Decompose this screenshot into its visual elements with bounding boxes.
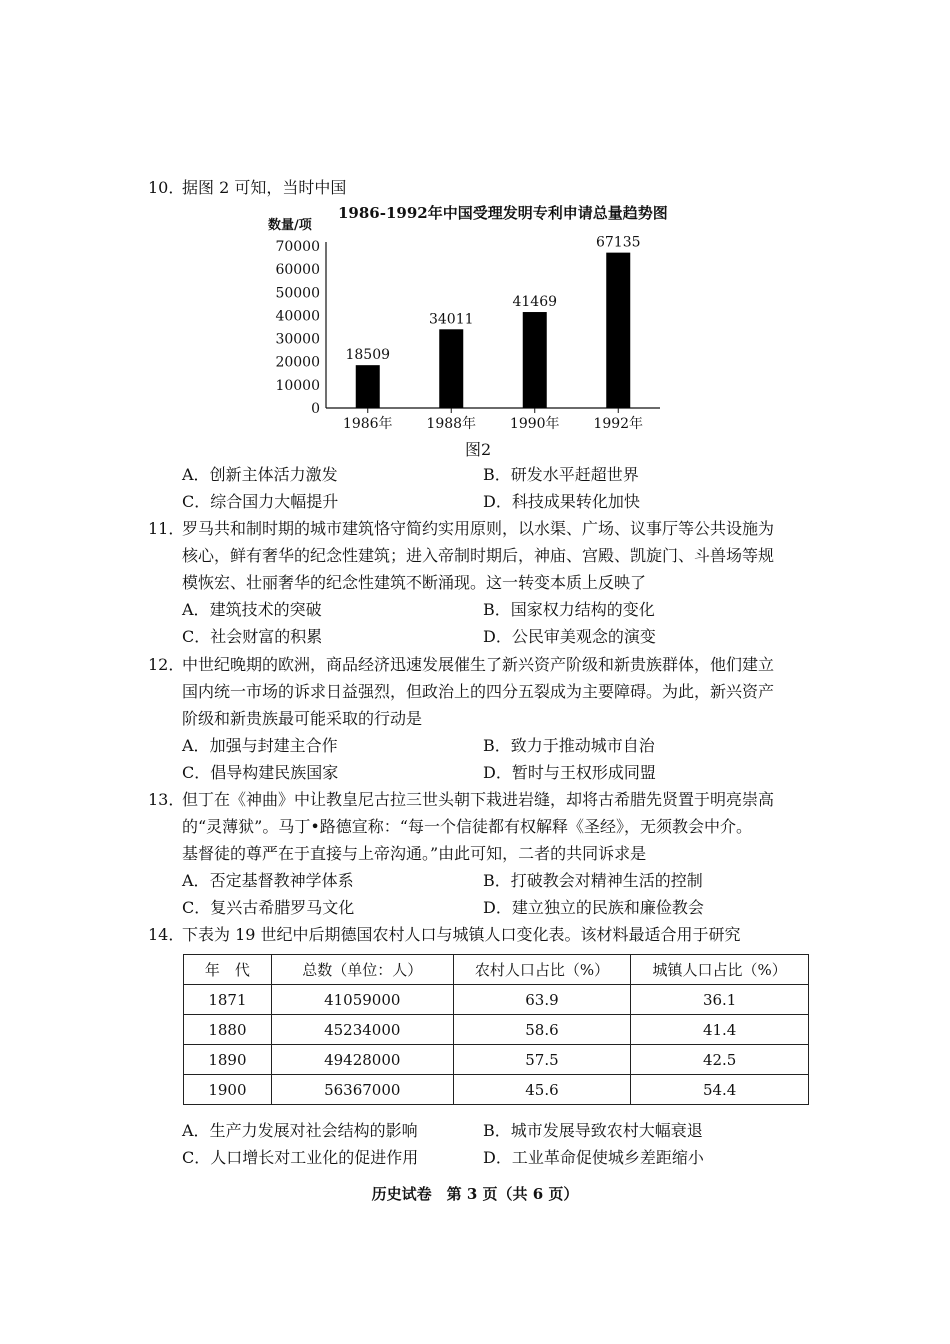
q14-option-d[interactable] xyxy=(483,1144,704,1171)
option-label: B． xyxy=(483,1121,511,1140)
q10-option-d[interactable] xyxy=(483,488,640,515)
y-tick-label: 30000 xyxy=(275,331,320,348)
q13-line-2: 的“灵薄狱”。马丁•路德宣称：“每一个信徒都有权解释《圣经》，无须教会中介。 xyxy=(182,817,752,836)
option-text: 生产力发展对社会结构的影响 xyxy=(209,1121,418,1140)
option-text: 科技成果转化加快 xyxy=(511,492,640,511)
option-label: A． xyxy=(182,1121,210,1140)
option-label: A． xyxy=(182,600,210,619)
x-tick-label: 1988年 xyxy=(426,416,477,432)
option-label: C． xyxy=(182,627,211,646)
x-tick-label: 1990年 xyxy=(509,416,560,432)
q10-stem: 据图 2 可知，当时中国 xyxy=(182,178,347,197)
y-tick-label: 50000 xyxy=(275,285,320,302)
option-text: 加强与封建主合作 xyxy=(209,736,338,755)
bar-value-label: 18509 xyxy=(345,347,391,364)
y-tick-label: 70000 xyxy=(275,239,320,255)
option-text: 建立独立的民族和廉俭教会 xyxy=(511,898,704,917)
q14-option-a[interactable] xyxy=(182,1117,418,1144)
bar xyxy=(439,329,463,408)
table-cell: 1871 xyxy=(184,985,272,1015)
q12-text-1: 中世纪晚期的欧洲，商品经济迅速发展催生了新兴资产阶级和新贵族群体，他们建立 xyxy=(182,655,775,674)
table-cell: 57.5 xyxy=(453,1045,631,1075)
chart-ylabel: 数量/项 xyxy=(268,218,312,233)
bar xyxy=(356,365,380,408)
table-cell: 49428000 xyxy=(271,1045,453,1075)
option-text: 打破教会对精神生活的控制 xyxy=(510,871,703,890)
x-tick-label: 1986年 xyxy=(342,416,393,432)
q11-line-1 xyxy=(148,515,774,542)
table-header-cell: 年 代 xyxy=(184,955,272,985)
q13-option-a[interactable] xyxy=(182,867,354,894)
table-cell: 45.6 xyxy=(453,1075,631,1105)
table-header-cell: 城镇人口占比（%） xyxy=(631,955,809,985)
table-cell: 1880 xyxy=(184,1015,272,1045)
table-row xyxy=(184,1045,809,1075)
table-header-cell: 总数（单位：人） xyxy=(271,955,453,985)
option-label: C． xyxy=(182,1148,211,1167)
option-text: 城市发展导致农村大幅衰退 xyxy=(510,1121,703,1140)
q13-option-c[interactable] xyxy=(182,894,354,921)
population-table xyxy=(183,954,809,1105)
chart-plot xyxy=(250,230,670,440)
q11-line-3: 模恢宏、壮丽奢华的纪念性建筑不断涌现。这一转变本质上反映了 xyxy=(182,573,647,592)
option-label: C． xyxy=(182,763,211,782)
option-label: B． xyxy=(483,465,511,484)
page-footer: 历史试卷 第 3 页（共 6 页） xyxy=(371,1185,579,1203)
option-text: 创新主体活力激发 xyxy=(209,465,338,484)
q11-number: 11． xyxy=(148,519,185,538)
q12-line-3: 阶级和新贵族最可能采取的行动是 xyxy=(182,709,423,728)
q14-stem-line xyxy=(148,921,741,948)
q13-number: 13． xyxy=(148,790,185,809)
option-label: D． xyxy=(483,627,512,646)
q14-number: 14． xyxy=(148,925,185,944)
option-label: D． xyxy=(483,492,512,511)
q13-line-3: 基督徒的尊严在于直接与上帝沟通。”由此可知，二者的共同诉求是 xyxy=(182,844,647,863)
chart-title: 1986-1992年中国受理发明专利申请总量趋势图 xyxy=(338,204,668,222)
option-text: 社会财富的积累 xyxy=(210,627,323,646)
option-label: D． xyxy=(483,763,512,782)
q12-line-2: 国内统一市场的诉求日益强烈，但政治上的四分五裂成为主要障碍。为此，新兴资产 xyxy=(182,682,775,701)
option-label: A． xyxy=(182,871,210,890)
q12-line-1 xyxy=(148,651,774,678)
chart-caption: 图2 xyxy=(465,440,492,459)
q10-stem-line xyxy=(148,174,346,201)
bar-value-label: 41469 xyxy=(512,294,558,311)
q11-option-a[interactable] xyxy=(182,596,322,623)
table-cell: 45234000 xyxy=(271,1015,453,1045)
y-tick-label: 20000 xyxy=(275,354,320,371)
option-label: A． xyxy=(182,736,210,755)
bar-value-label: 34011 xyxy=(428,311,474,328)
q11-option-c[interactable] xyxy=(182,623,322,650)
table-cell: 42.5 xyxy=(631,1045,809,1075)
option-text: 否定基督教神学体系 xyxy=(209,871,354,890)
option-label: B． xyxy=(483,600,511,619)
q13-option-b[interactable] xyxy=(483,867,703,894)
option-label: A． xyxy=(182,465,210,484)
q10-option-c[interactable] xyxy=(182,488,338,515)
option-label: B． xyxy=(483,736,511,755)
option-label: D． xyxy=(483,898,512,917)
bar xyxy=(606,253,630,408)
table-cell: 54.4 xyxy=(631,1075,809,1105)
option-text: 国家权力结构的变化 xyxy=(510,600,655,619)
table-cell: 58.6 xyxy=(453,1015,631,1045)
y-tick-label: 0 xyxy=(311,401,320,417)
q14-option-b[interactable] xyxy=(483,1117,703,1144)
option-text: 工业革命促使城乡差距缩小 xyxy=(511,1148,704,1167)
q14-option-c[interactable] xyxy=(182,1144,418,1171)
table-cell: 41059000 xyxy=(271,985,453,1015)
q10-option-b[interactable] xyxy=(483,461,639,488)
table-row xyxy=(184,1075,809,1105)
bar xyxy=(523,312,547,408)
q11-option-d[interactable] xyxy=(483,623,656,650)
table-cell: 63.9 xyxy=(453,985,631,1015)
option-text: 倡导构建民族国家 xyxy=(210,763,339,782)
q12-number: 12． xyxy=(148,655,185,674)
option-text: 复兴古希腊罗马文化 xyxy=(210,898,355,917)
table-cell: 1900 xyxy=(184,1075,272,1105)
table-row xyxy=(184,1015,809,1045)
bar-value-label: 67135 xyxy=(595,234,641,251)
table-header-row xyxy=(184,955,809,985)
option-text: 公民审美观念的演变 xyxy=(511,627,656,646)
option-text: 人口增长对工业化的促进作用 xyxy=(210,1148,419,1167)
option-text: 研发水平赶超世界 xyxy=(510,465,639,484)
y-tick-label: 60000 xyxy=(275,262,320,279)
table-cell: 41.4 xyxy=(631,1015,809,1045)
option-text: 综合国力大幅提升 xyxy=(210,492,339,511)
x-tick-label: 1992年 xyxy=(593,416,644,432)
option-text: 暂时与王权形成同盟 xyxy=(511,763,656,782)
q12-option-b[interactable] xyxy=(483,732,655,759)
option-label: B． xyxy=(483,871,511,890)
option-text: 致力于推动城市自治 xyxy=(510,736,655,755)
table-row xyxy=(184,985,809,1015)
option-label: C． xyxy=(182,492,211,511)
q10-number: 10． xyxy=(148,178,185,197)
q12-option-d[interactable] xyxy=(483,759,656,786)
q11-text-1: 罗马共和制时期的城市建筑恪守简约实用原则，以水渠、广场、议事厅等公共设施为 xyxy=(182,519,775,538)
q12-option-c[interactable] xyxy=(182,759,338,786)
table-cell: 1890 xyxy=(184,1045,272,1075)
table-header-cell: 农村人口占比（%） xyxy=(453,955,631,985)
option-label: C． xyxy=(182,898,211,917)
q13-line-1 xyxy=(148,786,774,813)
q12-option-a[interactable] xyxy=(182,732,338,759)
option-text: 建筑技术的突破 xyxy=(209,600,322,619)
table-cell: 36.1 xyxy=(631,985,809,1015)
q11-line-2: 核心，鲜有奢华的纪念性建筑；进入帝制时期后，神庙、宫殿、凯旋门、斗兽场等规 xyxy=(182,546,775,565)
q14-stem: 下表为 19 世纪中后期德国农村人口与城镇人口变化表。该材料最适合用于研究 xyxy=(182,925,741,944)
q13-option-d[interactable] xyxy=(483,894,704,921)
y-tick-label: 40000 xyxy=(275,308,320,325)
q10-option-a[interactable] xyxy=(182,461,338,488)
q13-text-1: 但丁在《神曲》中让教皇尼古拉三世头朝下栽进岩缝，却将古希腊先贤置于明亮崇高 xyxy=(182,790,775,809)
q11-option-b[interactable] xyxy=(483,596,655,623)
option-label: D． xyxy=(483,1148,512,1167)
y-tick-label: 10000 xyxy=(275,377,320,394)
table-cell: 56367000 xyxy=(271,1075,453,1105)
